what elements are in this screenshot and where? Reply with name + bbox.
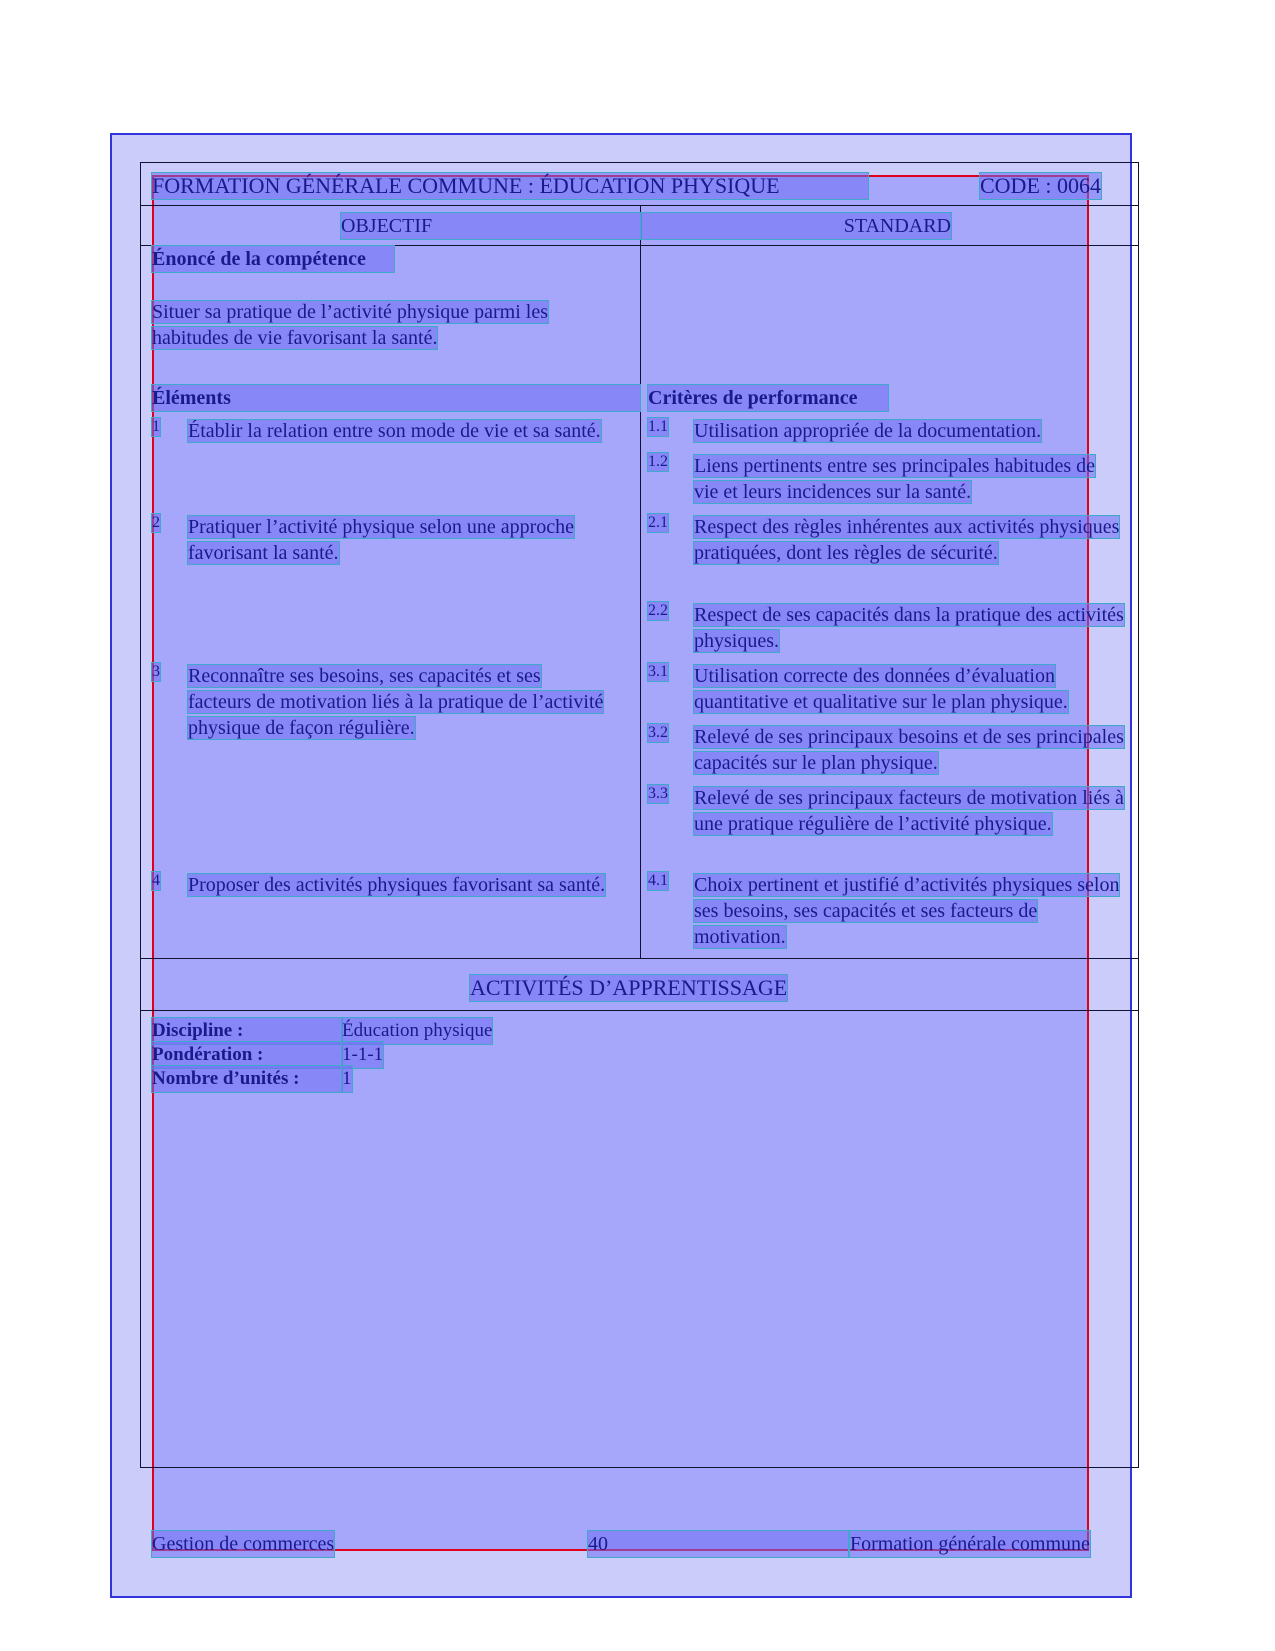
competence-heading: Énoncé de la compétence [152, 246, 394, 272]
element-item [152, 872, 647, 932]
criterion-number: 4.1 [648, 872, 668, 889]
criterion-item [648, 724, 1128, 780]
criterion-text: Utilisation correcte des données d’évaluation quantitative et qualitative sur le plan physique. [694, 665, 1068, 713]
element-text: Proposer des activités physiques favorisant sa santé. [188, 874, 606, 896]
column-header-standard: STANDARD [641, 213, 951, 239]
element-number: 3 [152, 663, 160, 680]
column-header-objective: OBJECTIF [341, 213, 641, 239]
ponderation-label: Pondération : [152, 1042, 342, 1068]
criterion-item [648, 418, 1128, 448]
criterion-number: 3.1 [648, 663, 668, 680]
page-title: FORMATION GÉNÉRALE COMMUNE : ÉDUCATION PHYSIQUE [152, 173, 868, 199]
criterion-text: Choix pertinent et justifié d’activités physiques selon ses besoins, ses capacités et ses facteurs de motivation. [694, 874, 1120, 948]
criterion-number: 1.1 [648, 418, 668, 435]
footer-section: Formation générale commune [850, 1533, 1090, 1555]
element-text: Reconnaître ses besoins, ses capacités et ses facteurs de motivation liés à la pratique de l’activité physique de façon régulière. [188, 665, 604, 739]
criterion-number: 3.3 [648, 785, 668, 802]
rule-below-activities [140, 1010, 1139, 1011]
criterion-item [648, 663, 1128, 719]
discipline-label: Discipline : [152, 1018, 342, 1044]
footer-page-number: 40 [588, 1531, 848, 1557]
criterion-text: Respect de ses capacités dans la pratique des activités physiques. [694, 604, 1124, 652]
units-label: Nombre d’unités : [152, 1066, 342, 1092]
criterion-item [648, 785, 1128, 865]
criterion-text: Utilisation appropriée de la documentation. [694, 420, 1042, 442]
criterion-item [648, 453, 1128, 509]
competence-text [152, 299, 607, 351]
element-item [152, 418, 647, 478]
competence-statement: Situer sa pratique de l’activité physique parmi les habitudes de vie favorisant la santé. [152, 301, 548, 349]
footer-program: Gestion de commerces [152, 1533, 335, 1555]
criterion-text: Liens pertinents entre ses principales habitudes de vie et leurs incidences sur la santé. [694, 455, 1095, 503]
ponderation-value: 1-1-1 [342, 1042, 383, 1068]
element-text: Pratiquer l’activité physique selon une approche favorisant la santé. [188, 516, 574, 564]
rule-above-activities [140, 958, 1139, 959]
criterion-text: Relevé de ses principaux facteurs de motivation liés à une pratique régulière de l’activité physique. [694, 787, 1124, 835]
course-code: CODE : 0064 [980, 173, 1101, 198]
element-number: 1 [152, 418, 160, 435]
element-text: Établir la relation entre son mode de vie et sa santé. [188, 420, 601, 442]
criterion-item [648, 602, 1128, 658]
element-item [152, 514, 647, 574]
elements-heading: Éléments [152, 385, 640, 411]
units-value: 1 [342, 1066, 352, 1092]
criteria-heading: Critères de performance [648, 385, 888, 411]
criterion-text: Respect des règles inhérentes aux activités physiques pratiquées, dont les règles de sécurité. [694, 516, 1120, 564]
column-divider [640, 205, 641, 958]
criterion-number: 1.2 [648, 453, 668, 470]
element-number: 2 [152, 514, 160, 531]
criterion-item [648, 872, 1128, 952]
criterion-number: 2.2 [648, 602, 668, 619]
criterion-number: 2.1 [648, 514, 668, 531]
activities-title: ACTIVITÉS D’APPRENTISSAGE [470, 975, 788, 1000]
criterion-number: 3.2 [648, 724, 668, 741]
element-item [152, 663, 647, 743]
discipline-value: Éducation physique [342, 1018, 492, 1044]
criterion-item [648, 514, 1128, 594]
criterion-text: Relevé de ses principaux besoins et de ses principales capacités sur le plan physique. [694, 726, 1124, 774]
element-number: 4 [152, 872, 160, 889]
